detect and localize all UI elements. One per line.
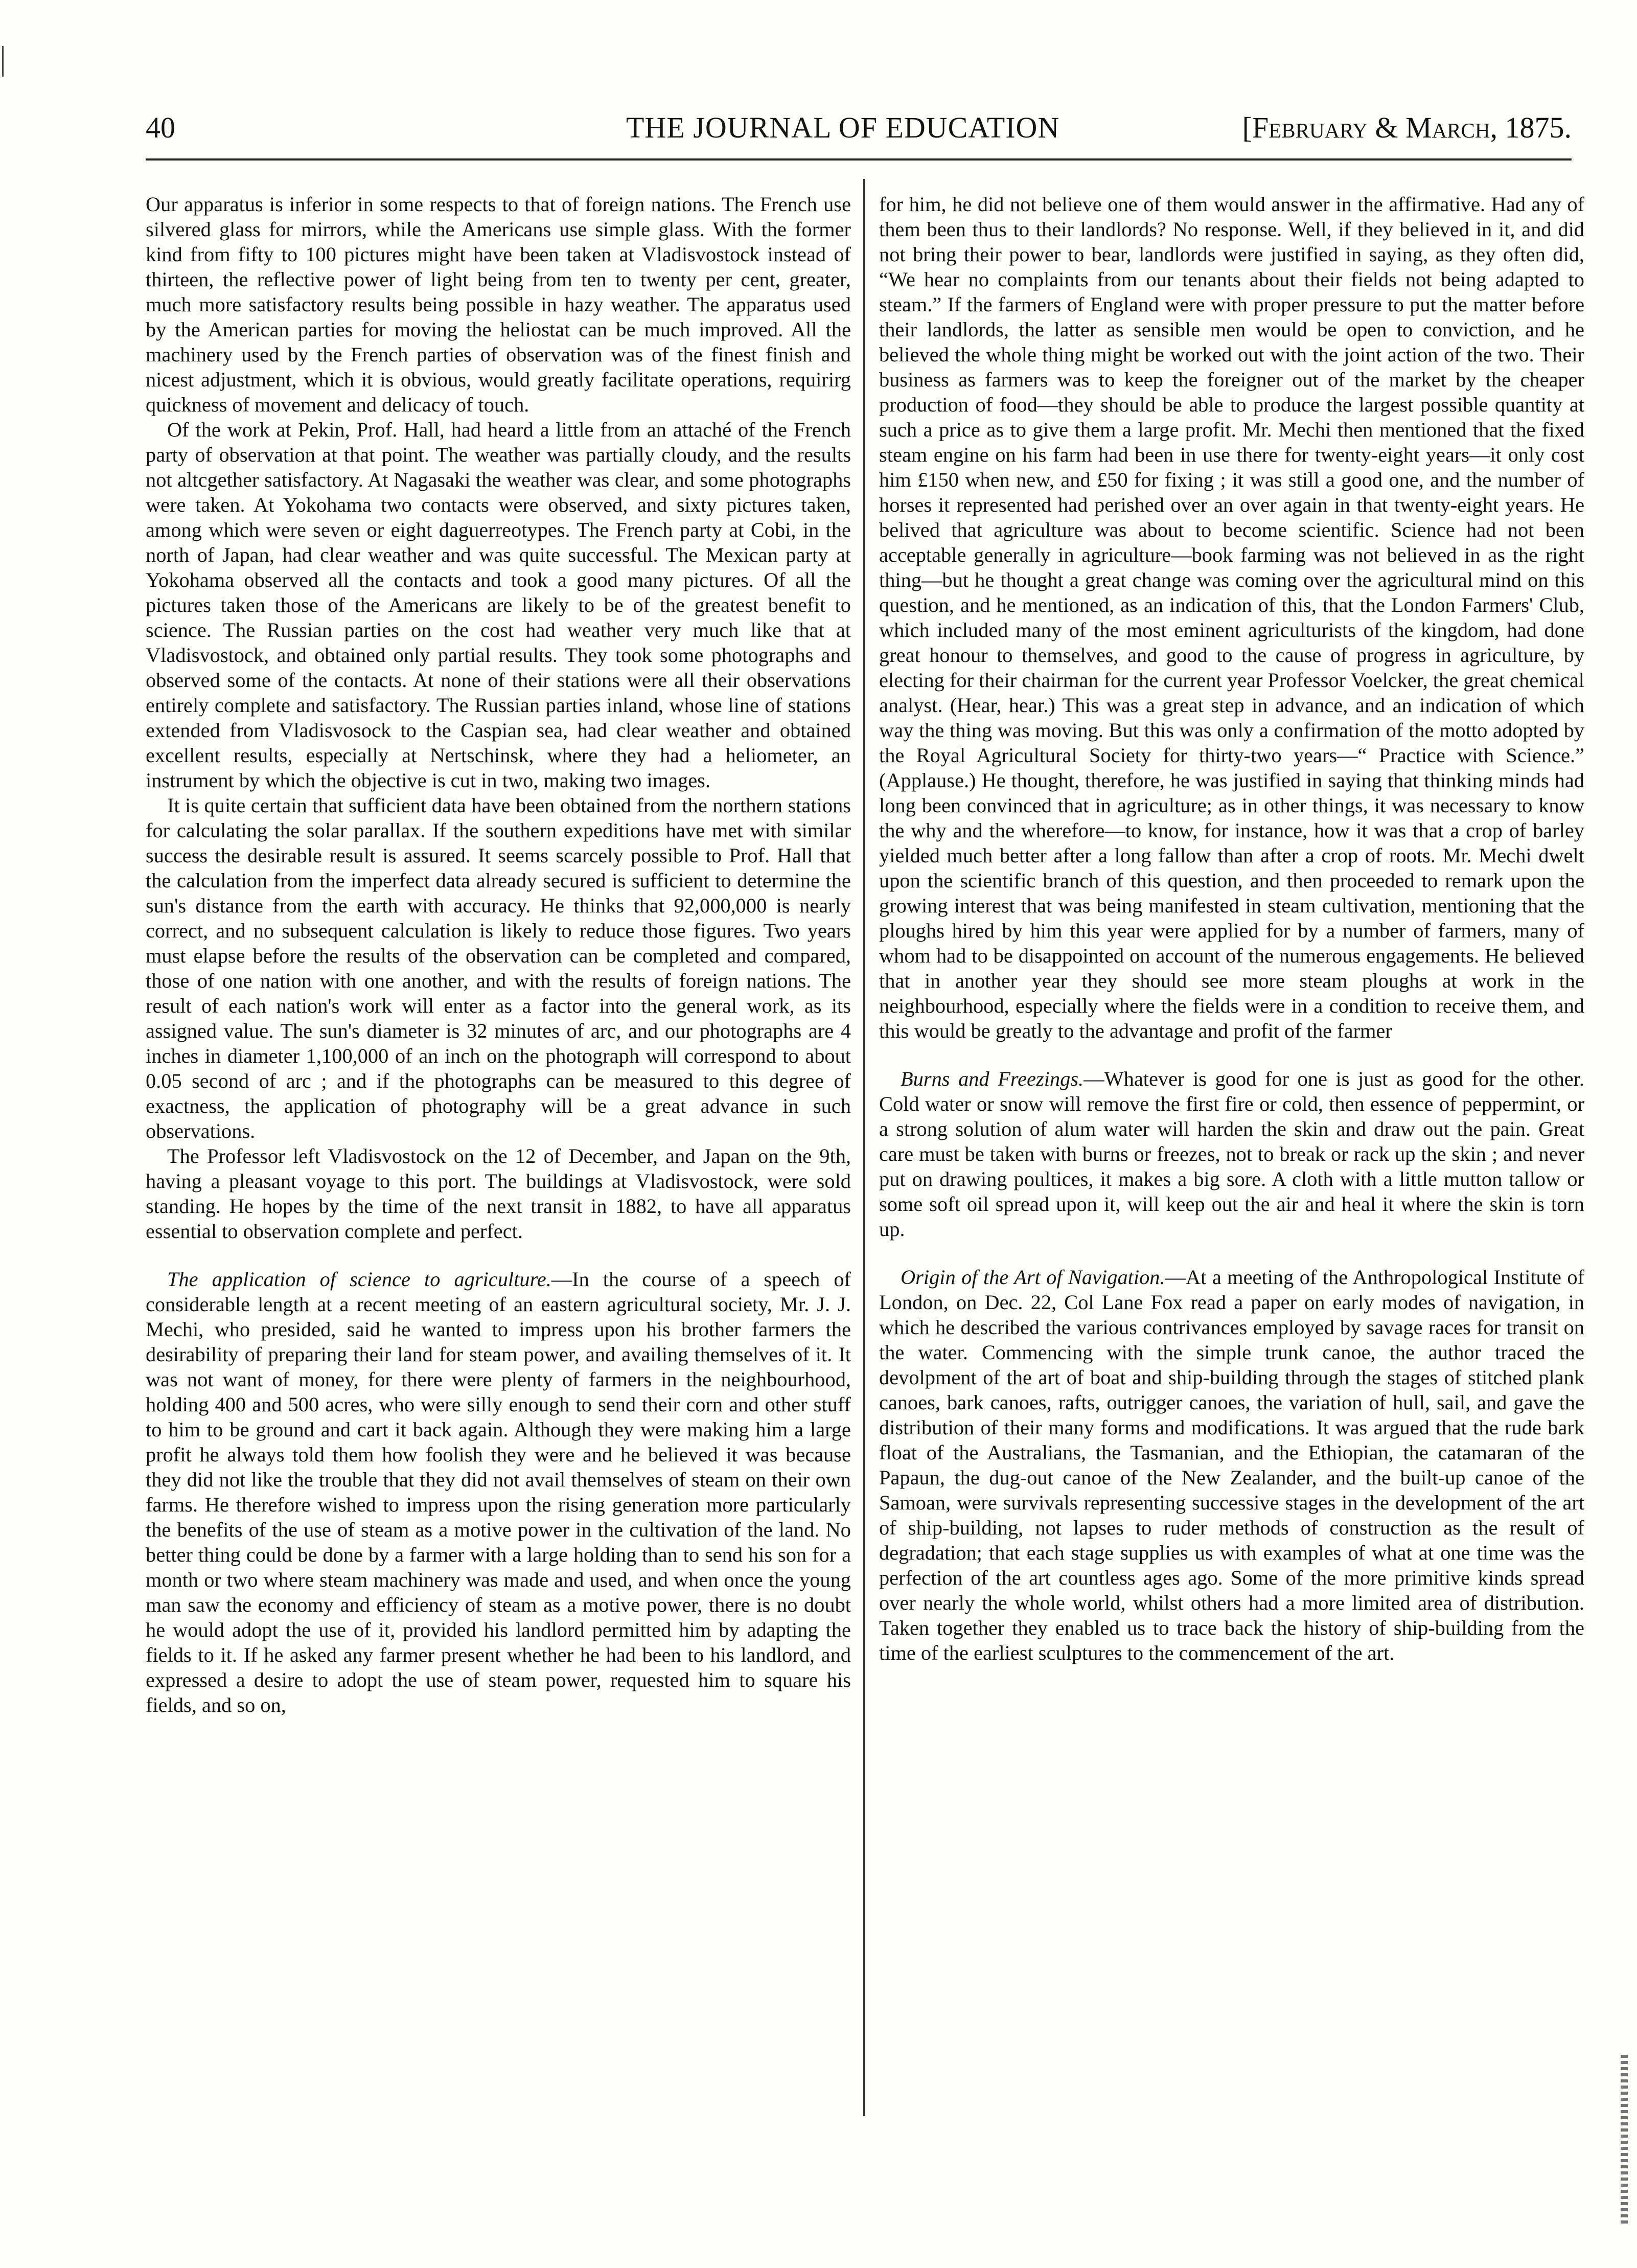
- article-lead: The application of science to agriculture.: [167, 1268, 551, 1291]
- article-body: —At a meeting of the Anthropological Institute of London, on Dec. 22, Col Lane Fox read a paper on early modes of navigation, in which he described the various contrivances employed by savage races for transit on the water. Commencing with the simple trunk canoe, the author traced the devolpment of the art of boat and ship-building through the stages of stitched plank canoes, bark canoes, rafts, outrigger canoes, the variation of hull, sail, and gave the distribution of their many forms and modifications. It was argued that the rude bark float of the Australians, the Tasmanian, and the Ethiopian, the catamaran of the Papaun, the dug-out canoe of the New Zealander, and the built-up canoe of the Samoan, were survivals representing successive stages in the development of the art of ship-building, not lapses to ruder methods of construction as the result of degradation; that each stage supplies us with examples of what at one time was the perfection of the art countless ages ago. Some of the more primitive kinds spread over nearly the whole world, whilst others had a more limited area of distribution. Taken together they enabled us to trace back the history of ship-building from the time of the earliest sculptures to the commencement of the art.: [879, 1266, 1584, 1664]
- paragraph: Our apparatus is inferior in some respects to that of foreign nations. The French use silvered glass for mirrors, while the Americans use simple glass. With the former kind from fifty to 100 pictures might have been taken at Vladisvostock instead of thirteen, the reflective power of light being from ten to twenty per cent, greater, much more satisfactory results being possible in hazy weather. The apparatus used by the American parties for moving the heliostat can be much improved. All the machinery used by the French parties of observation was of the finest finish and nicest adjustment, which it is obvious, would greatly facilitate operations, requirirg quickness of movement and delicacy of touch.: [146, 193, 851, 416]
- article-lead: Burns and Freezings.: [901, 1067, 1084, 1090]
- article-body: —In the course of a speech of considerable length at a recent meeting of an eastern agricultural society, Mr. J. J. Mechi, who presided, said he wanted to impress upon his brother farmers the desirability of preparing their land for steam power, and availing themselves of it. It was not want of money, for there were plenty of farmers in the neighbourhood, holding 400 and 500 acres, who were silly enough to send their corn and other stuff to him to be ground and cart it back again. Although they were making him a large profit he always told them how foolish they were and he believed it was because they did not like the trouble that they did not avail themselves of steam on their own farms. He therefore wished to impress upon the rising generation more particularly the benefits of the use of steam as a motive power in the cultivation of the land. No better thing could be done by a farmer with a large holding than to send his son for a month or two where steam machinery was made and used, and when once the young man saw the economy and efficiency of steam as a motive power, there is no doubt he would adopt the use of it, provided his landlord permitted him by adapting the fields to it. If he asked any farmer present whether he had been to his landlord, and expressed a desire to adopt the use of steam power, requested him to square his fields, and so on,: [146, 1268, 851, 1716]
- paragraph: The Professor left Vladisvostock on the 12 of December, and Japan on the 9th, having a pleasant voyage to this port. The buildings at Vladisvostock, were sold standing. He hopes by the time of the next transit in 1882, to have all apparatus essential to observation complete and perfect.: [146, 1144, 851, 1243]
- paragraph: for him, he did not believe one of them would answer in the affirmative. Had any of them been thus to their landlords? No response. Well, if they believed in it, and did not bring their power to bear, landlords were justified in saying, as they often did, “We hear no complaints from our tenants about their fields not being adapted to steam.” If the farmers of England were with proper pressure to put the matter before their landlords, the latter as sensible men would be open to conviction, and he believed the whole thing might be worked out with the joint action of the two. Their business as farmers was to keep the foreigner out of the market by the cheaper production of food—they should be able to produce the largest possible quantity at such a price as to give them a large profit. Mr. Mechi then mentioned that the fixed steam engine on his farm had been in use there for twenty-eight years—it only cost him £150 when new, and £50 for fixing ; it was still a good one, and the number of horses it represented had perished over an over again in that twenty-eight years. He belived that agriculture was about to become scientific. Science had not been acceptable generally in agriculture—book farming was not believed in as the right thing—but he thought a great change was coming over the agricultural mind on this question, and he mentioned, as an indication of this, that the London Farmers' Club, which included many of the most eminent agriculturists of the kingdom, had done great honour to themselves, and good to the cause of progress in agriculture, by electing for their chairman for the current year Professor Voelcker, the great chemical analyst. (Hear, hear.) This was a great step in advance, and an indication of which way the thing was moving. But this was only a confirmation of the motto adopted by the Royal Agricultural Society for thirty-two years—“ Practice with Science.” (Applause.) He thought, therefore, he was justified in saying that thinking minds had long been convinced that in agriculture; as in other things, it was necessary to know the why and the wherefore—to know, for instance, how it was that a crop of barley yielded much better after a long fallow than after a crop of roots. Mr. Mechi dwelt upon the scientific branch of this question, and then proceeded to remark upon the growing interest that was being manifested in steam cultivation, mentioning that the ploughs hired by him this year were applied for by a number of farmers, many of whom had to be disappointed on account of the numerous engagements. He believed that in another year they should see more steam ploughs at work in the neighbourhood, especially where the fields were in a condition to receive them, and this would be greatly to the advantage and profit of the farmer: [879, 193, 1584, 1042]
- article-body: —Whatever is good for one is just as good for the other. Cold water or snow will remove the first fire or cold, then essence of peppermint, or a strong solution of alum water will harden the skin and draw out the pain. Great care must be taken with burns or freezes, not to break or rack up the skin ; and never put on drawing poultices, it makes a big sore. A cloth with a little mutton tallow or some soft oil spread upon it, will keep out the air and heal it where the skin is torn up.: [879, 1067, 1584, 1241]
- journal-title: THE JOURNAL OF EDUCATION: [626, 111, 1060, 144]
- article-navigation: [879, 1265, 1584, 1665]
- scan-edge: [1621, 2055, 1628, 2224]
- article-burns: [879, 1066, 1584, 1242]
- left-column: [146, 192, 851, 1717]
- right-column: [879, 192, 1584, 1665]
- page-header: [146, 105, 1572, 151]
- page-number: 40: [146, 111, 175, 144]
- paragraph: Of the work at Pekin, Prof. Hall, had heard a little from an attaché of the French party of observation at that point. The weather was partially cloudy, and the results not altcgether satisfactory. At Nagasaki the weather was clear, and some photographs were taken. At Yokohama two contacts were observed, and sixty pictures taken, among which were seven or eight daguerreotypes. The French party at Cobi, in the north of Japan, had clear weather and was quite successful. The Mexican party at Yokohama observed all the contacts and took a good many pictures. Of all the pictures taken those of the Americans are likely to be of the greatest benefit to science. The Russian parties on the cost had weather very much like that at Vladisvostock, and obtained only partial results. They took some photographs and observed some of the contacts. At none of their stations were all their observations entirely complete and satisfactory. The Russian parties inland, whose line of stations extended from Vladisvosock to the Caspian sea, had clear weather and obtained excellent results, especially at Nertschinsk, where they had a heliometer, an instrument by which the objective is cut in two, making two images.: [146, 418, 851, 792]
- article-agriculture: [146, 1267, 851, 1717]
- issue-date: [February & March, 1875.: [1242, 111, 1572, 144]
- header-rule: [146, 158, 1572, 161]
- paragraph: It is quite certain that sufficient data have been obtained from the northern stations for calculating the solar parallax. If the southern expeditions have met with similar success the desirable result is assured. It seems scarcely possible to Prof. Hall that the calculation from the imperfect data already secured is sufficient to determine the sun's distance from the earth with accuracy. He thinks that 92,000,000 is nearly correct, and no subsequent calculation is likely to reduce those figures. Two years must elapse before the results of the observation can be completed and compared, those of one nation with one another, and with the results of foreign nations. The result of each nation's work will enter as a factor into the general work, as its assigned value. The sun's diameter is 32 minutes of arc, and our photographs are 4 inches in diameter 1,100,000 of an inch on the photograph will correspond to about 0.05 second of arc ; and if the photographs can be measured to this degree of exactness, the application of photography will be a great advance in such observations.: [146, 794, 851, 1142]
- scan-mark: [2, 46, 4, 77]
- article-lead: Origin of the Art of Navigation.: [901, 1266, 1165, 1289]
- column-divider: [863, 179, 865, 2116]
